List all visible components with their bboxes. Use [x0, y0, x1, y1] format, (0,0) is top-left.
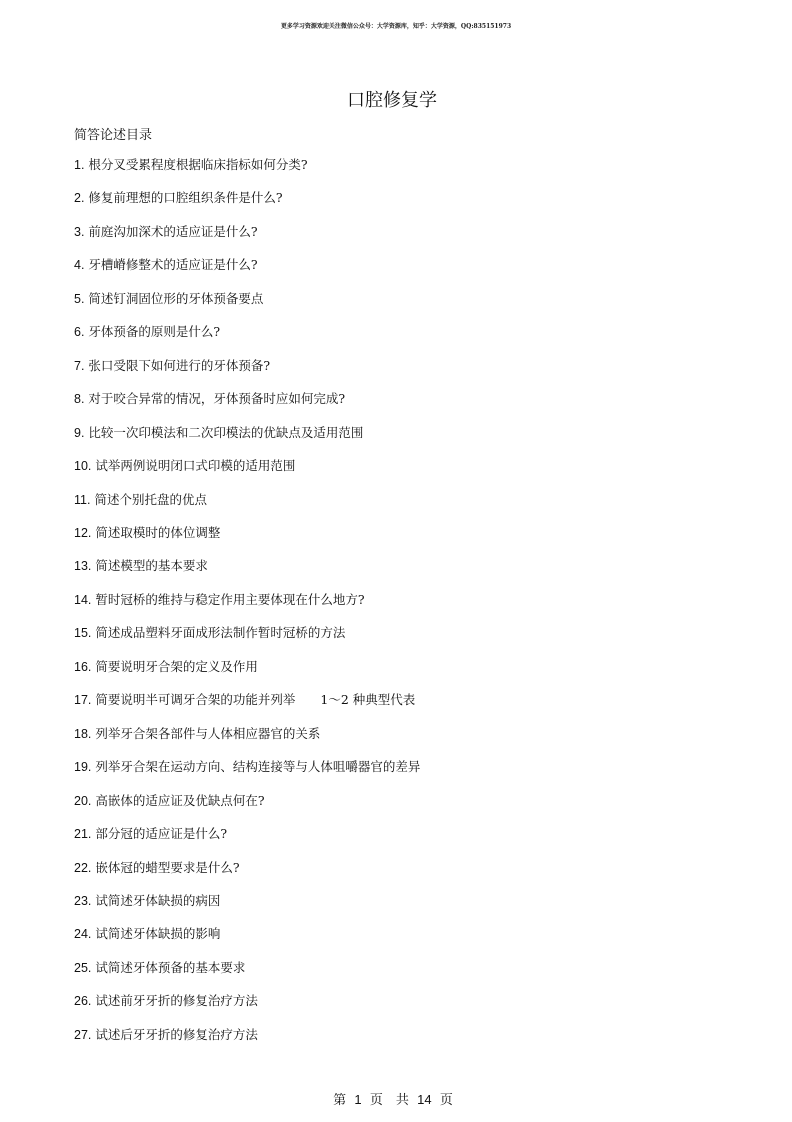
- toc-item: [74, 624, 754, 657]
- toc-item-text: 列举牙合架各部件与人体相应器官的关系: [95, 725, 321, 741]
- toc-item: [74, 959, 754, 992]
- toc-item-number: 19.: [74, 760, 92, 775]
- toc-item-number: 3.: [74, 224, 85, 239]
- toc-item-text: 简述成品塑料牙面成形法制作暂时冠桥的方法: [95, 625, 346, 641]
- toc-item-number: 25.: [74, 960, 92, 975]
- toc-item-text: 试简述牙体缺损的病因: [95, 892, 221, 908]
- toc-item-text: 修复前理想的口腔组织条件是什么?: [88, 190, 283, 206]
- toc-item: [74, 691, 754, 724]
- toc-item-number: 23.: [74, 893, 92, 908]
- toc-item: [74, 591, 754, 624]
- toc-item: [74, 256, 754, 289]
- toc-item-number: 20.: [74, 793, 92, 808]
- toc-item-number: 4.: [74, 258, 85, 273]
- toc-item-text: 牙槽嵴修整术的适应证是什么?: [88, 257, 258, 273]
- toc-item-text: 简述取模时的体位调整: [95, 524, 221, 540]
- toc-item-number: 13.: [74, 559, 92, 574]
- toc-item: [74, 390, 754, 423]
- toc-item-text: 张口受限下如何进行的牙体预备?: [88, 357, 271, 373]
- toc-item-text: 试举两例说明闭口式印模的适用范围: [95, 458, 296, 474]
- toc-item-number: 26.: [74, 994, 92, 1009]
- toc-item-text: 前庭沟加深术的适应证是什么?: [88, 223, 258, 239]
- toc-item-text: 高嵌体的适应证及优缺点何在?: [95, 792, 265, 808]
- toc-item-text: 部分冠的适应证是什么?: [95, 826, 228, 842]
- toc-item: [74, 524, 754, 557]
- toc-item-text: 列举牙合架在运动方向、结构连接等与人体咀嚼器官的差异: [95, 759, 421, 775]
- toc-item: [74, 290, 754, 323]
- toc-item-text: 暂时冠桥的维持与稳定作用主要体现在什么地方?: [95, 591, 365, 607]
- toc-item-number: 7.: [74, 358, 85, 373]
- toc-item: [74, 792, 754, 825]
- toc-item: [74, 223, 754, 256]
- toc-item-number: 15.: [74, 626, 92, 641]
- toc-item-number: 18.: [74, 726, 92, 741]
- toc-item: [74, 323, 754, 356]
- toc-item-number: 2.: [74, 191, 85, 206]
- toc-item: [74, 859, 754, 892]
- toc-item-number: 21.: [74, 827, 92, 842]
- toc-item-text: 试述后牙牙折的修复治疗方法: [95, 1026, 258, 1042]
- toc-item-number: 8.: [74, 392, 85, 407]
- toc-item-text: 简要说明半可调牙合架的功能并列举 1～2 种典型代表: [95, 692, 416, 708]
- toc-item-number: 9.: [74, 425, 85, 440]
- toc-item: [74, 357, 754, 390]
- footer-total-pages: 14: [417, 1092, 432, 1107]
- toc-item-number: 5.: [74, 291, 85, 306]
- toc-item: [74, 557, 754, 590]
- toc-item-text: 试简述牙体缺损的影响: [95, 926, 221, 942]
- toc-item-text: 简述钉洞固位形的牙体预备要点: [88, 290, 264, 306]
- toc-item: [74, 491, 754, 524]
- page-footer: [0, 1089, 786, 1108]
- toc-item-number: 22.: [74, 860, 92, 875]
- toc-item-text: 牙体预备的原则是什么?: [88, 324, 221, 340]
- toc-item-text: 根分叉受累程度根据临床指标如何分类?: [88, 157, 308, 172]
- toc-heading: 简答论述目录: [74, 128, 153, 143]
- toc-item: [74, 457, 754, 490]
- toc-item-text: 对于咬合异常的情况，牙体预备时应如何完成?: [88, 391, 346, 407]
- toc-item: [74, 725, 754, 758]
- toc-item-text: 简述个别托盘的优点: [94, 491, 207, 507]
- toc-item-number: 6.: [74, 325, 85, 340]
- toc-item: [74, 156, 754, 189]
- toc-item: [74, 925, 754, 958]
- toc-item-number: 1.: [74, 158, 85, 172]
- toc-item: [74, 892, 754, 925]
- header-note: 更多学习资源欢迎关注微信公众号：大学资源库，知乎：大学资源，QQ:835151973: [280, 23, 512, 30]
- toc-item-number: 27.: [74, 1027, 92, 1042]
- toc-list: [74, 156, 754, 1059]
- toc-item-number: 11.: [74, 492, 91, 507]
- document-title: 口腔修复学: [347, 90, 437, 111]
- footer-suffix: 页: [439, 1093, 453, 1108]
- footer-prefix: 第: [333, 1093, 347, 1108]
- toc-item-text: 试述前牙牙折的修复治疗方法: [95, 993, 258, 1009]
- toc-item: [74, 658, 754, 691]
- footer-middle: 页 共: [369, 1093, 409, 1108]
- toc-item-text: 嵌体冠的蜡型要求是什么?: [95, 859, 240, 875]
- toc-item-text: 试简述牙体预备的基本要求: [95, 959, 246, 975]
- toc-item: [74, 992, 754, 1025]
- toc-item-number: 17.: [74, 693, 92, 708]
- toc-item-number: 14.: [74, 592, 92, 607]
- toc-item: [74, 424, 754, 457]
- toc-item-text: 简要说明牙合架的定义及作用: [95, 658, 258, 674]
- toc-item-number: 24.: [74, 927, 92, 942]
- footer-page-number: 1: [354, 1092, 362, 1107]
- toc-item-number: 16.: [74, 659, 92, 674]
- toc-item: [74, 189, 754, 222]
- toc-item-text: 简述模型的基本要求: [95, 558, 208, 574]
- toc-item: [74, 1026, 754, 1059]
- toc-item-number: 12.: [74, 525, 92, 540]
- toc-item-number: 10.: [74, 459, 92, 474]
- toc-item-text: 比较一次印模法和二次印模法的优缺点及适用范围: [88, 424, 364, 440]
- toc-item: [74, 825, 754, 858]
- toc-item: [74, 758, 754, 791]
